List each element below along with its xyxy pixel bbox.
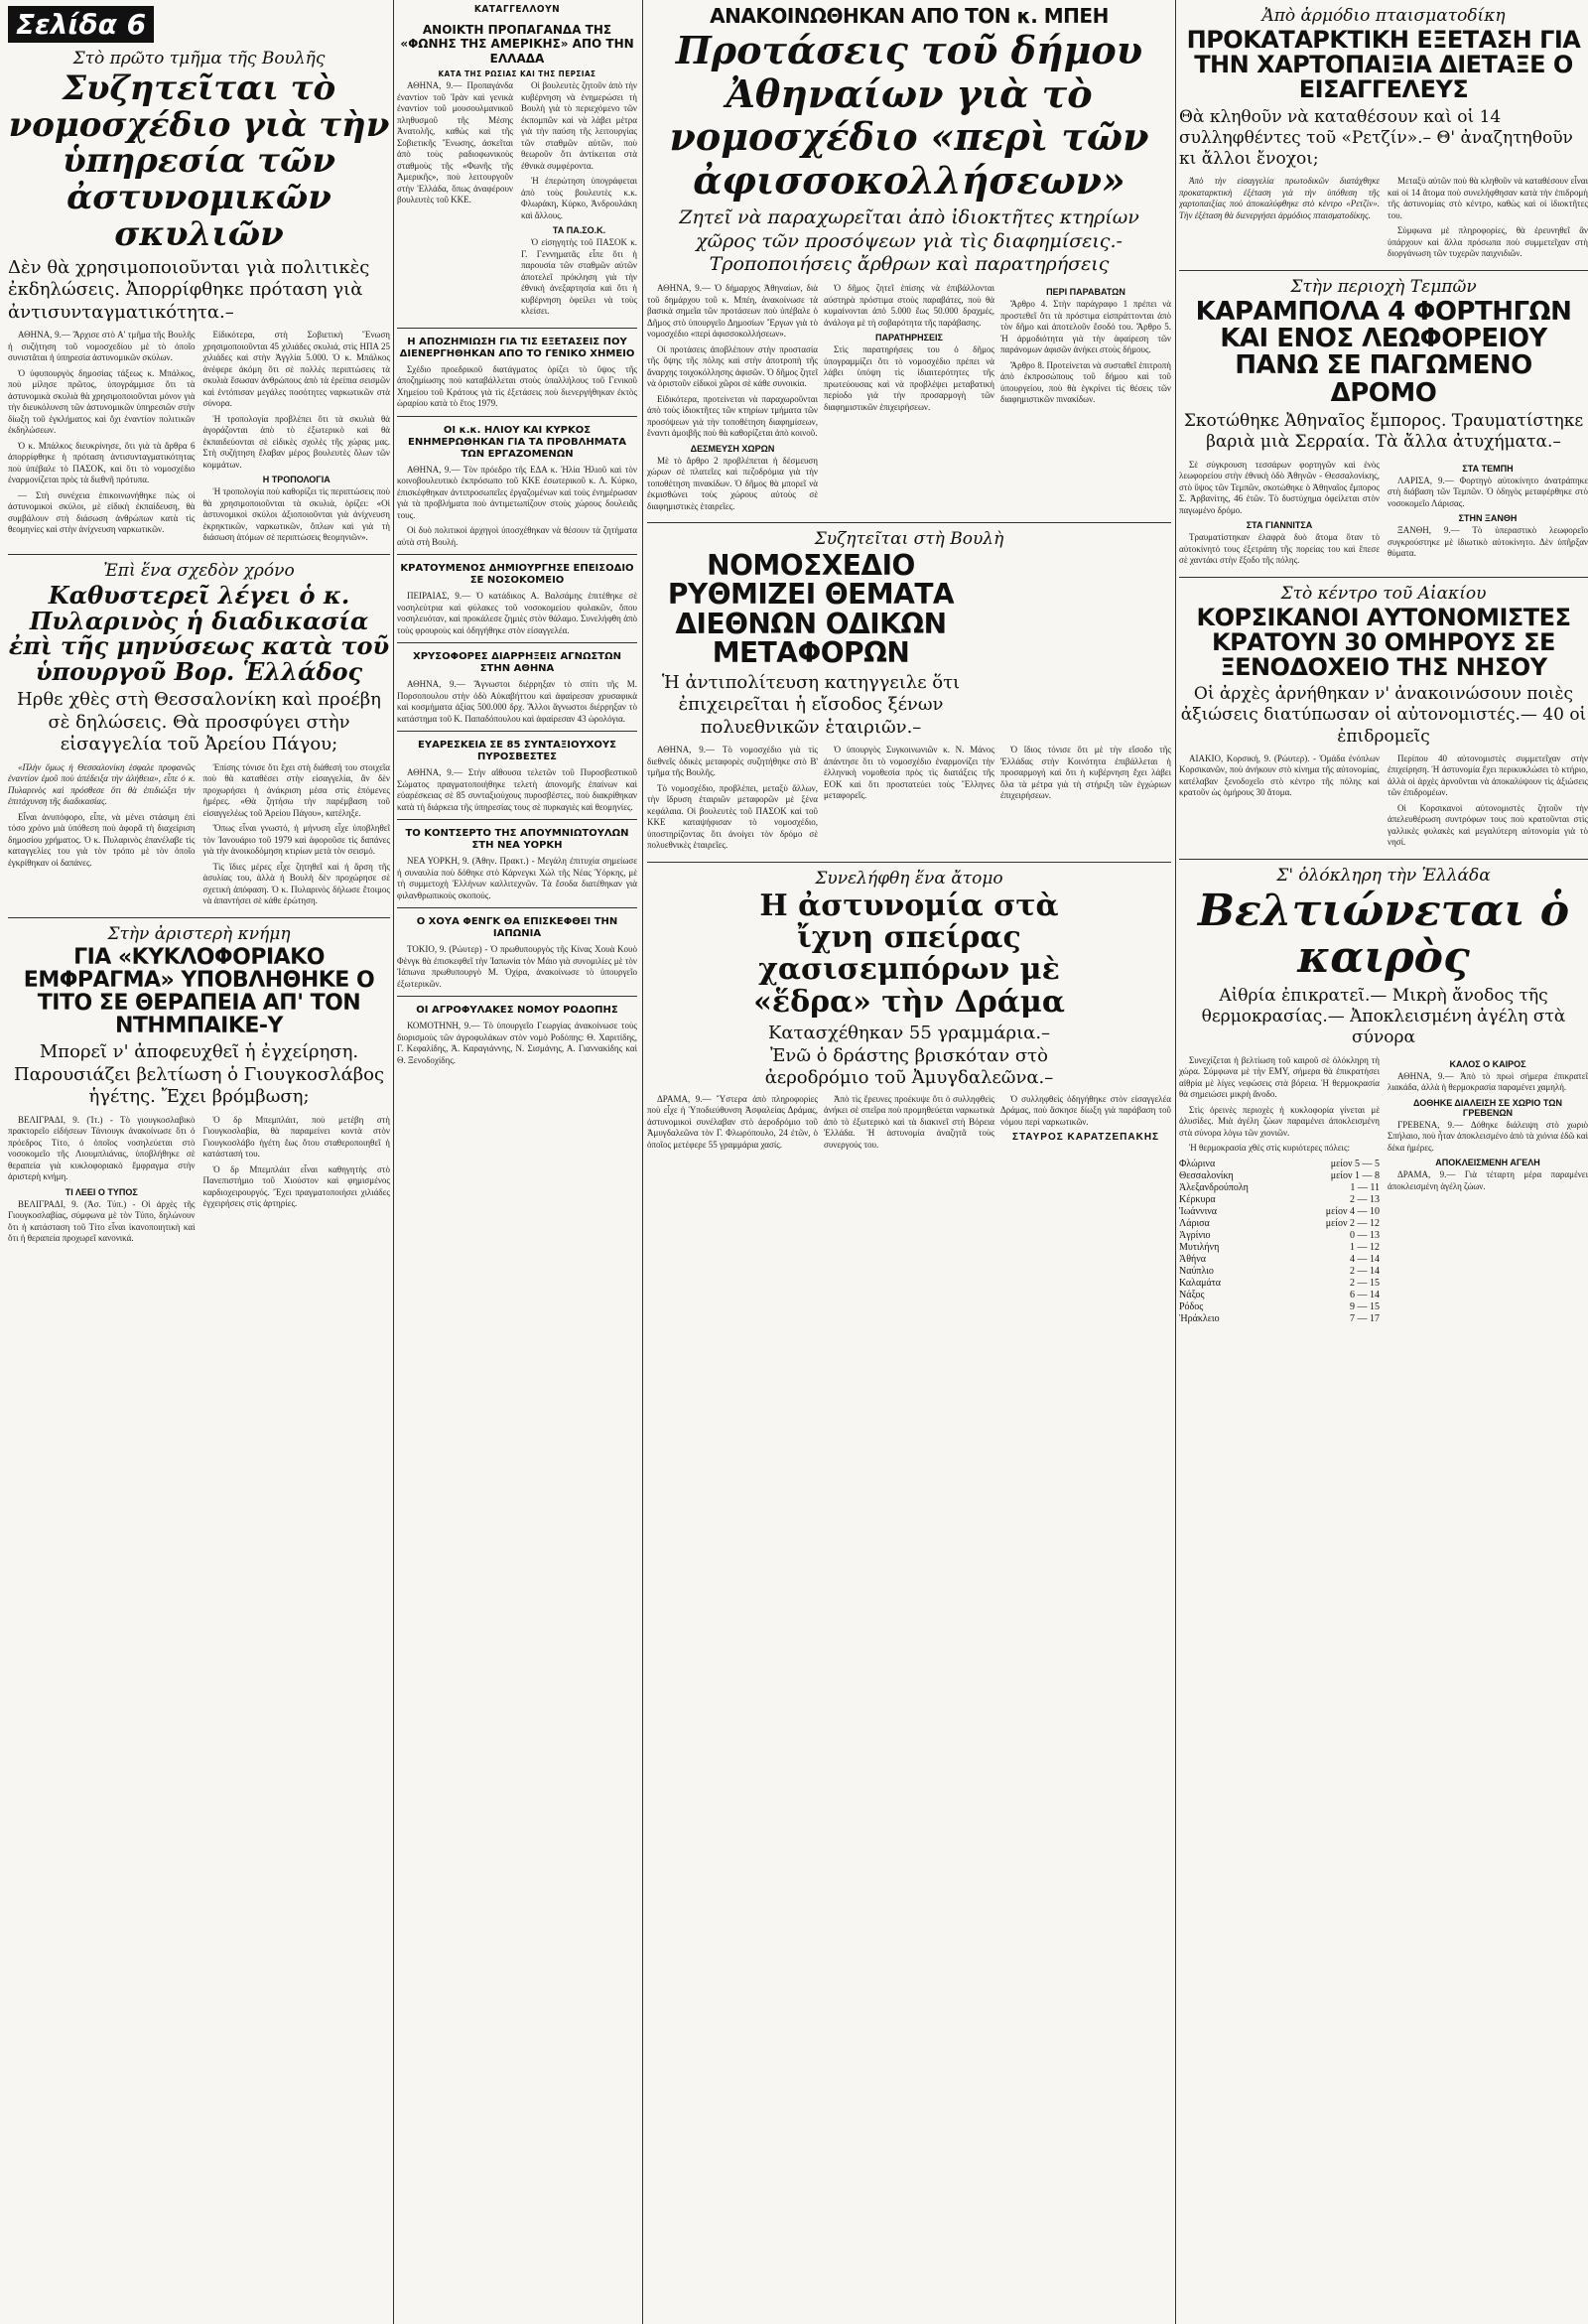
article-prisoner [397,563,637,636]
paragraph: ΔΡΑΜΑ, 9.— Γιὰ τέταρτη μέρα παραμένει ἀποκλεισμένη ἀγέλη ζώων. [1388,1169,1588,1191]
paragraph: ΝΕΑ ΥΟΡΚΗ, 9. (Ἀθην. Πρακτ.) - Μεγάλη ἐπιτυχία σημείωσε ἡ συναυλία ποὺ δόθηκε στὸ Κάρνεγκι Χώλ τῆς Νέας Ὑόρκης, μὲ τὴ συμμετοχὴ Ἑλλήνων καλλιτεχνῶν. Τὰ ἔσοδα διατέθηκαν γιὰ φιλανθρωπικοὺς σκοπούς. [397,856,637,900]
article-firefighters [397,740,637,813]
temperature-value: 2 — 15 [1350,1277,1380,1289]
paragraph: Σὲ σύγκρουση τεσσάρων φορτηγῶν καὶ ἑνὸς λεωφορείου στὴν ἐθνικὴ ὁδὸ Ἀθηνῶν - Θεσσαλονίκης, στὸ ὕψος τῶν Τεμπῶν, σκοτώθηκε ὁ Ἀθηναῖος ἔμπορος Σ. Ἀρβανίτης, 46 ἐτῶν. Τὸ δυστύχημα ὀφείλεται στὸν παγωμένο δρόμο. [1179,459,1380,515]
temperature-value: 0 — 13 [1350,1229,1380,1241]
headline: ΟΙ κ.κ. ΗΛΙΟΥ ΚΑΙ ΚΥΡΚΟΣ ΕΝΗΜΕΡΩΘΗΚΑΝ ΓΙΑ ΤΑ ΠΡΟΒΛΗΜΑΤΑ ΤΩΝ ΕΡΓΑΖΟΜΕΝΩΝ [408,424,626,460]
paragraph: Ἀπὸ τὴν εἰσαγγελία πρωτοδικῶν διατάχθηκε προκαταρκτικὴ ἐξέταση γιὰ τὴν ὑπόθεση τῆς χαρτοπαιξίας ποὺ ἀποκαλύφθηκε στὸ κέντρο «Ρετζίν». Τὴν ἐξέταση θὰ διενεργήσει ἁρμόδιος πταισματοδίκης. [1179,176,1380,220]
article-body [8,762,390,911]
temperature-row [1179,1266,1380,1278]
city-name: Κέρκυρα [1179,1193,1216,1205]
paragraph: Τραυματίστηκαν ἐλαφρὰ δυὸ ἄτομα ὅταν τὸ αὐτοκίνητό τους ἐξετράπη τῆς πορείας του καὶ ἔπεσε σὲ χαντάκι στὴν ἔξοδο τῆς πόλης. [1179,532,1380,565]
subheading: ΔΕΣΜΕΥΣΗ ΧΩΡΩΝ [690,443,775,454]
article-body [647,745,1171,856]
paragraph: Ἡ θερμοκρασία χθὲς στὶς κυριότερες πόλεις: [1189,1143,1351,1154]
paragraph: ΞΑΝΘΗ, 9.— Τὸ ὑπεραστικὸ λεωφορεῖο συγκρούστηκε μὲ ἰδιωτικὸ αὐτοκίνητο. Δὲν ὑπῆρξαν θύματα. [1388,525,1588,558]
temperature-row [1179,1290,1380,1301]
article-weather [1179,866,1588,1329]
temperature-row [1179,1170,1380,1182]
section-rule [1179,270,1588,271]
article-tito [8,924,390,1249]
paragraph: Τὶς ἴδιες μέρες εἶχε ζητηθεῖ καὶ ἡ ἄρση τῆς ἀσυλίας του, ἀλλὰ ἡ Βουλὴ δὲν προχώρησε σὲ σχετικὴ ἀπόφαση. Ὁ κ. Πυλαρινὸς δήλωσε ἕτοιμος νὰ ἀπαντήσει σὲ κάθε ἐρώτηση. [202,861,390,906]
paragraph: Ὁ δρ Μπεμπλάιτ εἶναι καθηγητὴς στὸ Πανεπιστήμιο τοῦ Χιούστον καὶ φημισμένος καρδιοχειρουργός. Ἔχει πραγματοποιήσει χιλιάδες ἐγχειρήσεις στὶς ἀρτηρίες. [202,1163,390,1209]
paragraph: ΑΙΑΚΙΟ, Κορσική, 9. (Ρώυτερ). - Ὁμάδα ἐνόπλων Κορσικανῶν, ποὺ ἀνήκουν στὸ κίνημα τῆς αὐτονομίας, κατέλαβαν ξενοδοχεῖο στὸ κέντρο τῆς πόλης καὶ κρατοῦν ὡς ὁμήρους 30 ἄτομα. [1179,752,1380,798]
paragraph: Ὁ δρ Μπεμπλάιτ, ποὺ μετέβη στὴ Γιουγκοσλαβία, θὰ παραμείνει κοντὰ στὸν Γιουγκοσλάβο ἡγέτη ἕως ὅτου σταθεροποιηθεῖ ἡ κατάστασή του. [202,1114,390,1160]
paragraph: Ἡ ἐπερώτηση ὑπογράφεται ἀπὸ τοὺς βουλευτὲς κ.κ. Φλωράκη, Κύρκο, Ἀνδρουλάκη καὶ ἄλλους. [521,176,637,220]
headline: Βελτιώνεται ὁ καιρὸς [1197,885,1570,984]
paragraph: Ὁ εἰσηγητὴς τοῦ ΠΑΣΟΚ κ. Γ. Γεννηματᾶς εἶπε ὅτι ἡ παρουσία τῶν σταθμῶν αὐτῶν ἀποτελεῖ πρόκληση γιὰ τὴν ἐθνικὴ ἀνεξαρτησία καὶ ὅτι ἡ κυβέρνηση ὀφείλει νὰ τοὺς κλείσει. [521,237,637,317]
paragraph: Ὁ ὑφυπουργὸς δημοσίας τάξεως κ. Μπάλκος, ποὺ μίλησε πρῶτος, ὑπογράμμισε ὅτι τὰ ἀστυνομικὰ σκυλιὰ θὰ χρησιμοποιοῦνται μόνον γιὰ τὴν διευκόλυνση τῶν ἀστυνομικῶν ὑπηρεσιῶν στὴν δίωξη τοῦ ἐγκλήματος καὶ ὄχι ἐναντίον πολιτικῶν ἐκδηλώσεων. [8,367,196,436]
paragraph: Μεταξὺ αὐτῶν ποὺ θὰ κληθοῦν νὰ καταθέσουν εἶναι καὶ οἱ 14 ἄτομα ποὺ συνελήφθησαν κατὰ τὴν ἐπιδρομὴ τῆς ἀστυνομίας στὸ κέντρο, καθὼς καὶ οἱ ἰδιοκτῆτες του. [1388,176,1588,220]
article-gambling [1179,6,1588,264]
city-name: Ναύπλιο [1179,1265,1214,1277]
kicker: Στὸ κέντρο τοῦ Αἰακίου [1280,583,1487,604]
paragraph: ΑΘΗΝΑ, 9.— Προπαγάνδα ἐναντίον τοῦ Ἰρὰν καὶ γενικὰ ἐναντίον τοῦ μουσουλμανικοῦ πληθυσμοῦ τῆς Μέσης Ἀνατολῆς, καθὼς καὶ τῆς Σοβιετικῆς Ἕνωσης, ἀσκεῖται ἀπὸ τοὺς ραδιοφωνικοὺς σταθμοὺς τῆς «Φωνῆς τῆς Ἀμερικῆς», ποὺ λειτουργοῦν στὴν Ἑλλάδα, ὅπως ἀναφέρουν βουλευτὲς τοῦ ΚΚΕ. [397,80,513,205]
paragraph: ΑΘΗΝΑ, 9.— Τὸν πρόεδρο τῆς ΕΔΑ κ. Ἠλία Ἠλιοῦ καὶ τὸν κοινοβουλευτικὸ ἐκπρόσωπο τοῦ ΚΚΕ ἐσωτερικοῦ κ. Λ. Κύρκο, ἐπισκέφθηκαν ἀντιπροσωπεῖες ἐργαζομένων καὶ τοὺς ἐνημέρωσαν γιὰ τὰ προβλήματα ποὺ ἀντιμετωπίζουν στοὺς χώρους δουλειᾶς τους. [397,464,637,520]
paragraph: ΛΑΡΙΣΑ, 9.— Φορτηγὸ αὐτοκίνητο ἀνατράπηκε στὴ διάβαση τῶν Τεμπῶν. Ὁ ὁδηγὸς μεταφέρθηκε στὸ νοσοκομεῖο Λάρισας. [1388,475,1588,508]
headline: Ο ΧΟΥΑ ΦΕΝΓΚ ΘΑ ΕΠΙΣΚΕΦΘΕΙ ΤΗΝ ΙΑΠΩΝΙΑ [416,916,618,940]
deck: Κατασχέθηκαν 55 γραμμάρια.– Ἐνῶ ὁ δράστης βρισκόταν στὸ ἀεροδρόμιο τοῦ Ἀμυγδαλεῶνα.– [764,1023,1054,1089]
article-chemistry [397,337,637,410]
temperature-row [1179,1206,1380,1218]
kicker: Σ' ὁλόκληρη τὴν Ἑλλάδα [1276,865,1491,886]
article-bey-proposals [647,6,1171,516]
paragraph: Ἡ τροπολογία ποὺ καθορίζει τὶς περιπτώσεις ποὺ θὰ χρησιμοποιοῦνται τὰ σκυλιὰ, ὁρίζει: «Οἱ ἀστυνομικοὶ σκύλοι ἀξιοποιοῦνται γιὰ ἀνίχνευση ἐκρηκτικῶν, ναρκωτικῶν, ὅπλων καὶ γιὰ τὴ διάσωση ἀτόμων σὲ περιπτώσεις θεομηνιῶν». [202,486,390,543]
deck: Θὰ κληθοῦν νὰ καταθέσουν καὶ οἱ 14 συλληφθέντες τοῦ «Ρετζίν».– Θ' ἀναζητηθοῦν κι ἄλλοι ἔνοχοι; [1179,106,1573,170]
column-rule [393,0,394,2324]
paragraph: ΑΘΗΝΑ, 9.— Στὴν αἴθουσα τελετῶν τοῦ Πυροσβεστικοῦ Σώματος πραγματοποιήθηκε τελετὴ ἀπονομῆς ἐπαίνων καὶ εὐαρέσκειας σὲ 85 συνταξιούχους πυροσβέστες, ποὺ διακρίθηκαν κατὰ τὴ διάρκεια τῆς ὑπηρεσίας τους σὲ πυρκαγιὲς καὶ θεομηνίες. [397,767,637,812]
column-4 [1179,0,1588,2324]
article-body [647,283,1171,516]
section-rule [8,554,390,555]
temperature-row [1179,1313,1380,1325]
article-body [1179,176,1588,264]
page-label: Σελίδα 6 [8,6,154,43]
subheading: ΠΑΡΑΤΗΡΗΣΕΙΣ [875,333,943,342]
deck: Μπορεῖ ν' ἀποφευχθεῖ ἡ ἐγχείρηση. Παρουσιάζει βελτίωση ὁ Γιουγκοσλάβος ἡγέτης. Ἔχει βρόμβωση; [13,1041,385,1108]
paragraph: Ὁ ὑπουργὸς Συγκοινωνιῶν κ. Ν. Μάνος ἀπάντησε ὅτι τὸ νομοσχέδιο ἐναρμονίζει τὴν ἑλληνικὴ νομοθεσία πρὸς τὶς διατάξεις τῆς ΕΟΚ καὶ ὅτι προστατεύει τοὺς Ἕλληνες μεταφορεῖς. [824,745,994,801]
temperature-value: 2 — 14 [1350,1265,1380,1277]
section-rule [8,917,390,918]
paragraph: ΠΕΙΡΑΙΑΣ, 9.— Ὁ κατάδικος Α. Βαλσάμης ἐπιτέθηκε σὲ νοσηλεύτρια καὶ φύλακες τοῦ νοσοκομείου φυλακῶν, ὅπου νοσηλευόταν, καὶ προκάλεσε ζημιὲς στὸν θάλαμο. Συνελήφθη ἀπὸ τοὺς φρουροὺς καὶ ὁδηγήθηκε στὸν εἰσαγγελέα. [397,591,637,635]
temperature-value: μείον 5 — 5 [1330,1158,1380,1169]
temperature-value: 7 — 17 [1350,1312,1380,1324]
paragraph: Ὁ ἴδιος τόνισε ὅτι μὲ τὴν εἴσοδο τῆς Ἑλλάδας στὴν Κοινότητα ἐπιβάλλεται ἡ προσαρμογὴ καὶ ὅτι ἡ κυβέρνηση ἔχει λάβει ὅλα τὰ μέτρα γιὰ τὴ στήριξη τῶν ἐγχώριων ἐπιχειρήσεων. [1000,745,1171,801]
section-rule [1179,859,1588,860]
headline: ΓΙΑ «ΚΥΚΛΟΦΟΡΙΑΚΟ ΕΜΦΡΑΓΜΑ» ΥΠΟΒΛΗΘΗΚΕ Ο ΤΙΤΟ ΣΕ ΘΕΡΑΠΕΙΑ ΑΠ' ΤΟΝ ΝΤΗΜΠΑΙΚΕ-Υ [23,944,375,1038]
article-road-transport [647,529,1171,856]
kicker: Στὴν περιοχὴ Τεμπῶν [1290,276,1477,297]
section-rule [1179,577,1588,578]
subheading: Η ΤΡΟΠΟΛΟΓΙΑ [262,475,331,485]
headline: ΑΝΟΙΚΤΗ ΠΡΟΠΑΓΑΝΔΑ ΤΗΣ «ΦΩΝΗΣ ΤΗΣ ΑΜΕΡΙΚΗΣ» ΑΠΟ ΤΗΝ ΕΛΛΑΔΑ [400,23,634,66]
section-rule [397,996,637,997]
city-name: Ρόδος [1179,1300,1204,1312]
headline: ΤΟ ΚΟΝΤΣΕΡΤΟ ΤΗΣ ΑΠΟΥΜΝΙΩΤΟΥΛΩΝ ΣΤΗ ΝΕΑ ΥΟΡΚΗ [405,828,629,852]
subheading: ΑΠΟΚΛΕΙΣΜΕΝΗ ΑΓΕΛΗ [1435,1158,1540,1168]
paragraph: Οἱ προτάσεις ἀποβλέπουν στὴν προστασία τῆς ὄψης τῆς πόλης καὶ στὴν ἀποτροπὴ τῆς ἄναρχης τοιχοκόλλησης ἀφισῶν. Ὁ δῆμος ζητεῖ νὰ ὁριστοῦν εἰδικοὶ χῶροι σὲ κάθε συνοικία. [647,343,818,388]
deck: Ἡ ἀντιπολίτευση κατηγγειλε ὅτι ἐπιχειρεῖται ἡ εἴσοδος ξένων πολυεθνικῶν ἑταιριῶν.– [661,671,961,738]
paragraph: Σχέδιο προεδρικοῦ διατάγματος ὁρίζει τὸ ὕψος τῆς ἀποζημίωσης ποὺ καταβάλλεται στοὺς ὑπαλλήλους τοῦ Γενικοῦ Χημείου τοῦ Κράτους γιὰ τὶς ἐξετάσεις ποὺ διενεργήθηκαν ἐκτὸς ὡραρίου κατὰ τὸ ἔτος 1979. [397,363,637,409]
paragraph: Εἰδικότερα, στὴ Σοβιετικὴ Ἕνωση χρησιμοποιοῦνται 45 χιλιάδες σκυλιά, στὶς ΗΠΑ 25 χιλιάδες καὶ στὴν Ἀγγλία 5.000. Ὁ κ. Μπάλκος ἀνέφερε ἀκόμη ὅτι σὲ πολλὲς περιπτώσεις τὰ σκυλιὰ ἔσωσαν ἀνθρώπους ἀπὸ τὰ ἐρείπια σεισμῶν καὶ ἐντόπισαν μεγάλες ποσότητες ναρκωτικῶν στὰ σύνορα. [202,330,390,409]
kicker: ΚΑΤΑΓΓΕΛΛΟΥΝ [473,4,561,15]
headline: Καθυστερεῖ λέγει ὁ κ. Πυλαρινὸς ἡ διαδικασία ἐπὶ τῆς μηνύσεως κατὰ τοῦ ὑπουργοῦ Βορ. Ἑλλάδος [8,580,390,687]
temperature-value: μείον 4 — 10 [1325,1205,1380,1217]
temperature-value: 2 — 13 [1350,1193,1380,1205]
city-name: Ἡράκλειο [1179,1312,1220,1324]
article-body [8,330,390,548]
paragraph: ΑΘΗΝΑ, 9.— Ὁ δήμαρχος Ἀθηναίων, διὰ τοῦ δημάρχου τοῦ κ. Μπέη, ἀνακοίνωσε τὰ βασικὰ σημεῖα τῶν προτάσεων ποὺ ὑπέβαλε ὁ Δῆμος στὸ ὑπουργεῖο Δημοσίων Ἔργων γιὰ τὸ νομοσχέδιο «περὶ ἀφισσοκολλήσεων». [647,283,818,339]
section-rule [397,554,637,555]
subheading: ΤΙ ΛΕΕΙ Ο ΤΥΠΟΣ [65,1186,138,1197]
headline: ΟΙ ΑΓΡΟΦΥΛΑΚΕΣ ΝΟΜΟΥ ΡΟΔΟΠΗΣ [416,1005,618,1017]
kicker: Στὴν ἀριστερὴ κνήμη [107,923,291,944]
article-drama-hashish [647,869,1171,1156]
paragraph: Συνεχίζεται ἡ βελτίωση τοῦ καιροῦ σὲ ὁλόκληρη τὴ χώρα. Σύμφωνα μὲ τὴν ΕΜΥ, σήμερα θὰ ἐπικρατήσει αἰθρία μὲ λίγες νεφώσεις στὰ βόρεια. Ἡ θερμοκρασία θὰ σημειώσει μικρὴ ἄνοδο. [1179,1054,1380,1100]
article-body [397,80,637,322]
temperature-row [1179,1301,1380,1313]
temperature-row [1179,1254,1380,1266]
paragraph: ΑΘΗΝΑ, 9.— Τὸ νομοσχέδιο γιὰ τὶς διεθνεῖς ὁδικὲς μεταφορὲς συζητήθηκε στὸ Β' τμῆμα τῆς Βουλῆς. [647,745,818,778]
paragraph: Μὲ τὸ ἄρθρο 2 προβλέπεται ἡ δέσμευση χώρων σὲ πλατεῖες καὶ πεζοδρόμια γιὰ τὴν τοποθέτηση πινακίδων. Ὁ δῆμος θὰ μπορεῖ νὰ ἐκμισθώνει τοὺς χώρους αὐτοὺς σὲ διαφημιστικὲς ἑταιρεῖες. [647,455,818,511]
paragraph: ΤΟΚΙΟ, 9. (Ρώυτερ) - Ὁ πρωθυπουργὸς τῆς Κίνας Χουὰ Κουὸ Φὲνγκ θὰ ἐπισκεφθεῖ τὴν Ἰαπωνία τὸν Μάιο γιὰ συνομιλίες μὲ τὸν Ἰάπωνα πρωθυπουργὸ Μ. Ὀχίρα, ἀνακοίνωσε τὸ ὑπουργεῖο ἐξωτερικῶν. [397,944,637,989]
section-rule [397,416,637,417]
temperature-row [1179,1159,1380,1170]
paragraph: Οἱ δυὸ πολιτικοὶ ἀρχηγοὶ ὑποσχέθηκαν νὰ θέσουν τὰ ζητήματα αὐτὰ στὴ Βουλή. [397,525,637,547]
temperature-row [1179,1278,1380,1290]
subkicker: ΚΑΤΑ ΤΗΣ ΡΩΣΙΑΣ ΚΑΙ ΤΗΣ ΠΕΡΣΙΑΣ [438,69,596,79]
headline: ΠΡΟΚΑΤΑΡΚΤΙΚΗ ΕΞΕΤΑΣΗ ΓΙΑ ΤΗΝ ΧΑΡΤΟΠΑΙΞΙΑ ΔΙΕΤΑΞΕ Ο ΕΙΣΑΓΓΕΛΕΥΣ [1186,26,1581,104]
city-name: Καλαμάτα [1179,1277,1222,1289]
kicker: Συζητεῖται στὴ Βουλὴ [814,529,1004,549]
section-rule [647,522,1171,523]
paragraph: Ὁ κ. Μπάλκος διευκρίνησε, ὅτι γιὰ τὰ ἄρθρα 6 ἀπορρίφθηκε ἡ πρόταση ἀντισυνταγματικότητας ποὺ ὑπέβαλε τὸ ΠΑΣΟΚ, καὶ ὅτι τὸ νομοσχέδιο ἐναρμονίζεται πρὸς τὰ διεθνῆ πρότυπα. [8,440,196,485]
headline: ΝΟΜΟΣΧΕΔΙΟ ΡΥΘΜΙΖΕΙ ΘΕΜΑΤΑ ΔΙΕΘΝΩΝ ΟΔΙΚΩΝ ΜΕΤΑΦΟΡΩΝ [667,549,955,670]
paragraph: ΔΡΑΜΑ, 9.— Ὕστερα ἀπὸ πληροφορίες ποὺ εἶχε ἡ Ὑποδιεύθυνση Ἀσφαλείας Δράμας, ἀστυνομικοὶ συνέλαβαν στὸ ἀεροδρόμιο τοῦ Ἀμυγδαλεῶνα τὸν Γ. Φλωρόπουλο, 24 ἐτῶν, ὁ ὁποῖος μετέφερε 55 γραμμάρια χασίς. [647,1093,818,1150]
kicker: Συνελήφθη ἕνα ἄτομο [815,868,1003,889]
headline: ΚΑΡΑΜΠΟΛΑ 4 ΦΟΡΤΗΓΩΝ ΚΑΙ ΕΝΟΣ ΛΕΩΦΟΡΕΙΟΥ ΠΑΝΩ ΣΕ ΠΑΓΩΜΕΝΟ ΔΡΟΜΟ [1195,296,1572,408]
kicker: Ἐπὶ ἕνα σχεδὸν χρόνο [103,560,295,581]
paragraph: ΚΟΜΟΤΗΝΗ, 9.— Τὸ ὑπουργεῖο Γεωργίας ἀνακοίνωσε τοὺς διορισμοὺς τῶν ἀγροφυλάκων στὸν νομὸ Ροδόπης: Θ. Χαριτίδης, Γ. Κεφαλίδης, Ἀ. Καραγιάννης, Ν. Σισμάνης, Α. Γιαννακίδης καὶ Θ. Ξενοδοχίδης. [397,1021,637,1065]
paragraph: Εἰδικότερα, προτείνεται νὰ παραχωροῦνται ἀπὸ τοὺς ἰδιοκτῆτες τῶν κτηρίων τμήματα τῶν προσόψεων γιὰ τὴν τοποθέτηση διαφημίσεων, ἔναντι ἀμοιβῆς ποὺ θὰ καθορίζεται ἀπὸ κοινοῦ. [647,393,818,438]
paragraph: Σύμφωνα μὲ πληροφορίες, θὰ ἐρευνηθεῖ ἂν ὑπάρχουν καὶ ἄλλα πρόσωπα ποὺ συμμετεῖχαν στὴ διοργάνωση τῶν τυχερῶν παιχνιδιῶν. [1388,225,1588,259]
headline: ΕΥΑΡΕΣΚΕΙΑ ΣΕ 85 ΣΥΝΤΑΞΙΟΥΧΟΥΣ ΠΥΡΟΣΒΕΣΤΕΣ [418,740,616,763]
section-rule [397,819,637,820]
deck: Αἰθρία ἐπικρατεῖ.— Μικρὴ ἄνοδος τῆς θερμοκρασίας.— Ἀποκλεισμένη ἀγέλη στὰ σύνορα [1201,985,1566,1048]
section-rule [397,731,637,732]
article-burglaries [397,651,637,725]
paragraph: ΑΘΗΝΑ, 9.— Ἄγνωστοι διέρρηξαν τὸ σπίτι τῆς Μ. Πορσοπουλου στὴν ὁδὸ Αὐκαβήττου καὶ ἀφαίρεσαν χρυσαφικὰ καὶ κοσμήματα ἀξίας 500.000 δρχ. Ἄλλοι ἄγνωστοι διέρρηξαν τὸ κατάστημα τοῦ Κ. Παπαδόπουλου καὶ ἀφαίρεσαν 43 ὡρολόγια. [397,679,637,724]
kicker: ΑΝΑΚΟΙΝΩΘΗΚΑΝ ΑΠΟ ΤΟΝ κ. ΜΠΕΗ [710,4,1109,28]
article-voice-of-america [397,4,637,322]
subheading: ΚΑΛΟΣ Ο ΚΑΙΡΟΣ [1449,1058,1526,1069]
temperature-value: 9 — 15 [1350,1300,1380,1312]
paragraph: Εἶναι ἀνυπόφορο, εἶπε, νὰ μένει στάσιμη ἐπὶ τόσο χρόνο μιὰ ὑπόθεση ποὺ ἀφορᾶ τὴ διαχείριση δημοσίου χρήματος. Ὁ κ. Πυλαρινὸς ἐπανέλαβε τὶς καταγγελίες του γιὰ τὸν τρόπο μὲ τὸν ὁποῖο ἐγκρίθηκαν οἱ δαπάνες. [8,811,196,868]
subheading: ΣΤΑ ΤΕΜΠΗ [1462,463,1514,474]
paragraph: Ἄρθρο 8. Προτείνεται νὰ συσταθεῖ ἐπιτροπὴ ἀπὸ ἐκπροσώπους τοῦ δήμου καὶ τοῦ ὑπουργείου, ποὺ θὰ ἐγκρίνει τὶς θέσεις τῶν διαφημιστικῶν πινακίδων. [1000,359,1171,404]
city-name: Ἰωάννινα [1179,1205,1218,1217]
column-rule [1175,0,1176,2324]
paragraph: Ὁ συλληφθεὶς ὁδηγήθηκε στὸν εἰσαγγελέα Δράμας, ποὺ ἄσκησε δίωξη γιὰ παράβαση τοῦ νόμου περὶ ναρκωτικῶν. [1000,1093,1171,1127]
temperature-value: 6 — 14 [1350,1289,1380,1300]
paragraph: Ὁ δῆμος ζητεῖ ἐπίσης νὰ ἐπιβάλλονται αὐστηρὰ πρόστιμα στοὺς παραβάτες, ποὺ θὰ κυμαίνονται ἀπὸ 5.000 ἕως 50.000 δραχμές, ἀνάλογα μὲ τὴ σοβαρότητα τῆς παράβασης. [824,283,994,328]
column-rule [642,0,643,2324]
city-name: Ἀθήνα [1179,1253,1207,1265]
paragraph: Ἡ τροπολογία προβλέπει ὅτι τὰ σκυλιὰ θὰ ἀγοράζονται ἀπὸ τὸ ἐξωτερικὸ καὶ θὰ ἐκπαιδεύονται σὲ εἰδικὲς σχολὲς τῆς χώρας μας. Στὴ συζήτηση ἔλαβαν μέρος βουλευτὲς ὅλων τῶν κομμάτων. [202,413,390,470]
deck: Σκοτώθηκε Ἀθηναῖος ἔμπορος. Τραυματίστηκε βαριὰ μιὰ Σερραία. Τὰ ἄλλα ἀτυχήματα.– [1183,411,1584,453]
city-name: Μυτιλήνη [1179,1241,1220,1253]
headline: Η ἀστυνομία στὰ ἴχνη σπείρας χασισεμπόρων μὲ «ἕδρα» τὴν Δράμα [753,888,1065,1020]
column-1 [8,0,390,2324]
paragraph: ΒΕΛΙΓΡΑΔΙ, 9. (Ἰτ.) - Τὸ γιουγκοσλαβικὸ πρακτορεῖο εἰδήσεων Τάνιουγκ ἀνακοίνωσε ὅτι ὁ πρόεδρος Τίτο, ὁ ὁποῖος νοσηλεύεται στὸ νοσοκομεῖο τῆς Λιουμπλιάνας, ὑποβλήθηκε σὲ θεραπεία γιὰ κυκλοφοριακὸ ἔμφραγμα στὴν ἀριστερὴ κνήμη. [8,1114,196,1182]
city-name: Νάξος [1179,1289,1205,1300]
section-rule [647,862,1171,863]
headline: Συζητεῖται τὸ νομοσχέδιο γιὰ τὴν ὑπηρεσία τῶν ἀστυνομικῶν σκυλιῶν [8,68,390,254]
article-iliou-kyrkos [397,425,637,549]
paragraph: Ἄρθρο 4. Στὴν παράγραφο 1 πρέπει νὰ προστεθεῖ ὅτι τὰ πρόστιμα εἰσπράττονται ἀπὸ τὸν δῆμο καὶ ἀποτελοῦν ἔσοδό του. Ἄρθρο 5. Ἡ ἀρμοδιότητα γιὰ τὴν ἀφαίρεση τῶν παράνομων ἀφισῶν ἀνήκει στοὺς δήμους. [1000,299,1171,354]
paragraph: ΒΕΛΙΓΡΑΔΙ, 9. (Ἀσ. Τύπ.) - Οἱ ἀρχὲς τῆς Γιουγκοσλαβίας, σύμφωνα μὲ τὸν Τύπο, δηλώνουν ὅτι ἡ κατάσταση τοῦ Τίτο εἶναι ἱκανοποιητικὴ καὶ ὅτι ἡ θεραπεία προχωρεῖ κανονικά. [8,1198,196,1244]
article-body [1179,1055,1588,1329]
article-corsica [1179,584,1588,853]
subheading: ΠΕΡΙ ΠΑΡΑΒΑΤΩΝ [1046,287,1125,297]
article-hua-feng [397,916,637,990]
article-concert [397,828,637,901]
temperature-row [1179,1242,1380,1254]
paragraph: Περίπου 40 αὐτονομιστὲς συμμετεῖχαν στὴν ἐπιχείρηση. Ἡ ἀστυνομία ἔχει περικυκλώσει τὸ κτήριο, ἀλλὰ οἱ ἀρχὲς ἀρνοῦνται νὰ ἀποκαλύψουν τὶς ἀξιώσεις τῶν ἐπιδρομέων. [1388,752,1588,798]
paragraph: — Στὴ συνέχεια ἐπικοινωνήθηκε πὼς οἱ ἀστυνομικοὶ σκύλοι, μὲ εἰδικὴ ἐκπαίδευση, θὰ συμβάλουν στὴ διάσωση ἀνθρώπων κατὰ τὶς θεομηνίες καὶ στὴν ἀνίχνευση ναρκωτικῶν. [8,489,196,535]
article-tempi-crash [1179,277,1588,571]
paragraph: Οἱ Κορσικανοὶ αὐτονομιστὲς ζητοῦν τὴν ἀπελευθέρωση συντρόφων τους ποὺ κρατοῦνται στὶς γαλλικὲς φυλακὲς καὶ μεγαλύτερη αὐτονομία γιὰ τὸ νησί. [1388,802,1588,848]
article-dog-unit [8,49,390,548]
temperature-row [1179,1218,1380,1230]
temperature-value: μείον 2 — 12 [1325,1217,1380,1229]
kicker: Στὸ πρῶτο τμῆμα τῆς Βουλῆς [72,49,326,68]
paragraph: Τὸ νομοσχέδιο, προβλέπει, μεταξὺ ἄλλων, τὴν ἵδρυση ἑταιριῶν μεταφορῶν μὲ ξένα κεφάλαια. Οἱ βουλευτὲς τοῦ ΠΑΣΟΚ καὶ τοῦ ΚΚΕ καταψήφισαν τὸ νομοσχέδιο, ὑποστηρίζοντας ὅτι ἀνοίγει τὸν δρόμο σὲ πολυεθνικὲς ἑταιρεῖες. [647,782,818,851]
article-pylarinos [8,561,390,911]
paragraph: Οἱ βουλευτὲς ζητοῦν ἀπὸ τὴν κυβέρνηση νὰ ἐνημερώσει τὴ Βουλὴ γιὰ τὸ περιεχόμενο τῶν ἐκπομπῶν καὶ νὰ λάβει μέτρα γιὰ τὴν παύση τῆς λειτουργίας τῶν σταθμῶν αὐτῶν, ποὺ θεωροῦν ὅτι ἀντίκειται στὰ ἐθνικὰ συμφέροντα. [521,80,637,171]
subheading: ΣΤΑ ΓΙΑΝΝΙΤΣΑ [1246,520,1313,530]
byline: ΣΤΑΥΡΟΣ ΚΑΡΑΤΖΕΠΑΚΗΣ [1011,1132,1160,1144]
deck: Ζητεῖ νὰ παραχωρεῖται ἀπὸ ἰδιοκτῆτες κτηρίων χῶρος τῶν προσόψεων γιὰ τὶς διαφημίσεις.- Τροποποιήσεις ἄρθρων καὶ παρατηρήσεις [679,205,1139,276]
paragraph: «Πλὴν ὅμως ἡ Θεσσαλονίκη ἐσφαλε προφανῶς ἐναντίον ἐμοῦ ποὺ ἀπέδειξα τὴν ἀλήθεια», εἶπε ὁ κ. Πυλαρινὸς καὶ πρόσθεσε ὅτι θὰ ἐπιδιώξει τὴν ἐπιτάχυνση τῆς διαδικασίας. [8,761,196,807]
city-name: Ἀγρίνιο [1179,1229,1211,1241]
subheading: ΣΤΗΝ ΞΑΝΘΗ [1458,513,1518,523]
kicker: Ἀπὸ ἁρμόδιο πταισματοδίκη [1261,6,1506,26]
city-name: Ἀλεξανδρούπολη [1179,1181,1249,1193]
headline: ΧΡΥΣΟΦΟΡΕΣ ΔΙΑΡΡΗΞΕΙΣ ΑΓΝΩΣΤΩΝ ΣΤΗΝ ΑΘΗΝΑ [413,651,621,675]
city-name: Θεσσαλονίκη [1179,1169,1234,1181]
temperature-table [1179,1159,1380,1325]
temperature-value: 1 — 11 [1350,1181,1380,1193]
temperature-row [1179,1230,1380,1242]
temperature-value: μείον 1 — 8 [1330,1169,1380,1181]
city-name: Φλώρινα [1179,1158,1216,1169]
column-3 [647,0,1171,2324]
headline: Η ΑΠΟΖΗΜΙΩΣΗ ΓΙΑ ΤΙΣ ΕΞΕΤΑΣΕΙΣ ΠΟΥ ΔΙΕΝΕΡΓΗΘΗΚΑΝ ΑΠΟ ΤΟ ΓΕΝΙΚΟ ΧΗΜΕΙΟ [399,336,635,359]
paragraph: Στὶς ὀρεινὲς περιοχὲς ἡ κυκλοφορία γίνεται μὲ ἀλυσίδες. Μιὰ ἀγέλη ζώων παραμένει ἀποκλεισμένη στὰ σύνορα λόγω τῶν χιονιῶν. [1179,1104,1380,1138]
headline: ΚΡΑΤΟΥΜΕΝΟΣ ΔΗΜΙΟΥΡΓΗΣΕ ΕΠΕΙΣΟΔΙΟ ΣΕ ΝΟΣΟΚΟΜΕΙΟ [400,563,634,587]
deck: Οἱ ἀρχὲς ἀρνήθηκαν ν' ἀνακοινώσουν ποιὲς ἀξιώσεις διατύπωσαν οἱ αὐτονομιστές.— 40 οἱ ἐπιδρομεῖς [1180,684,1587,747]
temperature-row [1179,1194,1380,1206]
article-body [1179,753,1588,853]
article-body [8,1115,390,1249]
deck: Δὲν θὰ χρησιμοποιοῦνται γιὰ πολιτικὲς ἐκδηλώσεις. Ἀπορρίφθηκε πρόταση γιὰ ἀντισυνταγματικότητα.– [8,256,370,323]
headline: Προτάσεις τοῦ δήμου Ἀθηναίων γιὰ τὸ νομοσχέδιο «περὶ τῶν ἀφισσοκολλήσεων» [669,28,1149,204]
temperature-value: 1 — 12 [1350,1241,1380,1253]
article-rural-guards [397,1005,637,1066]
paragraph: Ἀπὸ τὶς ἔρευνες προέκυψε ὅτι ὁ συλληφθεὶς ἀνήκει σὲ σπεῖρα ποὺ προμηθεύεται ναρκωτικὰ ἀπὸ τὸ ἐξωτερικὸ καὶ τὰ διακινεῖ στὴ Βόρεια Ἑλλάδα. Ἡ ἀστυνομία ἀναζητᾶ τοὺς συνεργούς του. [824,1093,994,1150]
paragraph: ΑΘΗΝΑ, 9.— Ἄρχισε στὸ Α' τμῆμα τῆς Βουλῆς ἡ συζήτηση τοῦ νομοσχεδίου μὲ τὸ ὁποῖο συνιστᾶται ἡ ὑπηρεσία ἀστυνομικῶν σκύλων. [8,330,196,363]
temperature-value: 4 — 14 [1350,1253,1380,1265]
column-2 [397,0,637,2324]
headline: ΚΟΡΣΙΚΑΝΟΙ ΑΥΤΟΝΟΜΙΣΤΕΣ ΚΡΑΤΟΥΝ 30 ΟΜΗΡΟΥΣ ΣΕ ΞΕΝΟΔΟΧΕΙΟ ΤΗΣ ΝΗΣΟΥ [1196,603,1571,681]
article-body [1179,460,1588,571]
article-body [647,1094,1171,1156]
paragraph: ΑΘΗΝΑ, 9.— Ἀπὸ τὸ πρωὶ σήμερα ἐπικρατεῖ λιακάδα, ἀλλὰ ἡ θερμοκρασία παραμένει χαμηλή. [1388,1070,1588,1093]
city-name: Λάρισα [1179,1217,1210,1229]
section-rule [397,907,637,908]
subheading: ΤΑ ΠΑ.ΣΟ.Κ. [552,225,606,236]
paragraph: Ἐπίσης τόνισε ὅτι ἔχει στὴ διάθεσή του στοιχεῖα ποὺ θὰ καταθέσει στὴν εἰσαγγελία, ἂν δὲν προχωρήσει ἡ ἀνάκριση μέσα στὶς ἑπόμενες ἡμέρες. «Θὰ ζητήσω τὴν παρέμβαση τοῦ εἰσαγγελέως τοῦ Ἀρείου Πάγου», κατέληξε. [202,761,390,818]
temperature-row [1179,1182,1380,1194]
section-rule [397,642,637,643]
paragraph: Στὶς παρατηρήσεις του ὁ δῆμος ὑπογραμμίζει ὅτι τὸ νομοσχέδιο πρέπει νὰ λάβει ὑπόψη τὶς ἰδιαιτερότητες τῆς πρωτεύουσας καὶ νὰ προβλέψει μεταβατικὴ περίοδο γιὰ τὴν προσαρμογὴ τῶν διαφημιστικῶν ἐπιχειρήσεων. [824,344,994,412]
deck: Ηρθε χθὲς στὴ Θεσσαλονίκη καὶ προέβη σὲ δηλώσεις. Θὰ προσφύγει στὴν εἰσαγγελία τοῦ Ἀρείου Πάγου; [17,689,381,755]
paragraph: ΓΡΕΒΕΝΑ, 9.— Δόθηκε διάλειψη στὸ χωριὸ Σπήλαιο, ποὺ ἦταν ἀποκλεισμένο ἀπὸ τὰ χιόνια ἐδῶ καὶ δέκα ἡμέρες. [1388,1119,1588,1153]
subheading: ΔΟΘΗΚΕ ΔΙΑΛΕΙΣΗ ΣΕ ΧΩΡΙΟ ΤΩΝ ΓΡΕΒΕΝΩΝ [1413,1097,1562,1118]
section-rule [397,328,637,329]
paragraph: Ὅπως εἶναι γνωστό, ἡ μήνυση εἶχε ὑποβληθεῖ τὸν Ἰανουάριο τοῦ 1979 καὶ ἀφοροῦσε τὶς δαπάνες γιὰ τὴν ἀνοικοδόμηση κτιρίων μετὰ τὸν σεισμό. [202,823,390,857]
